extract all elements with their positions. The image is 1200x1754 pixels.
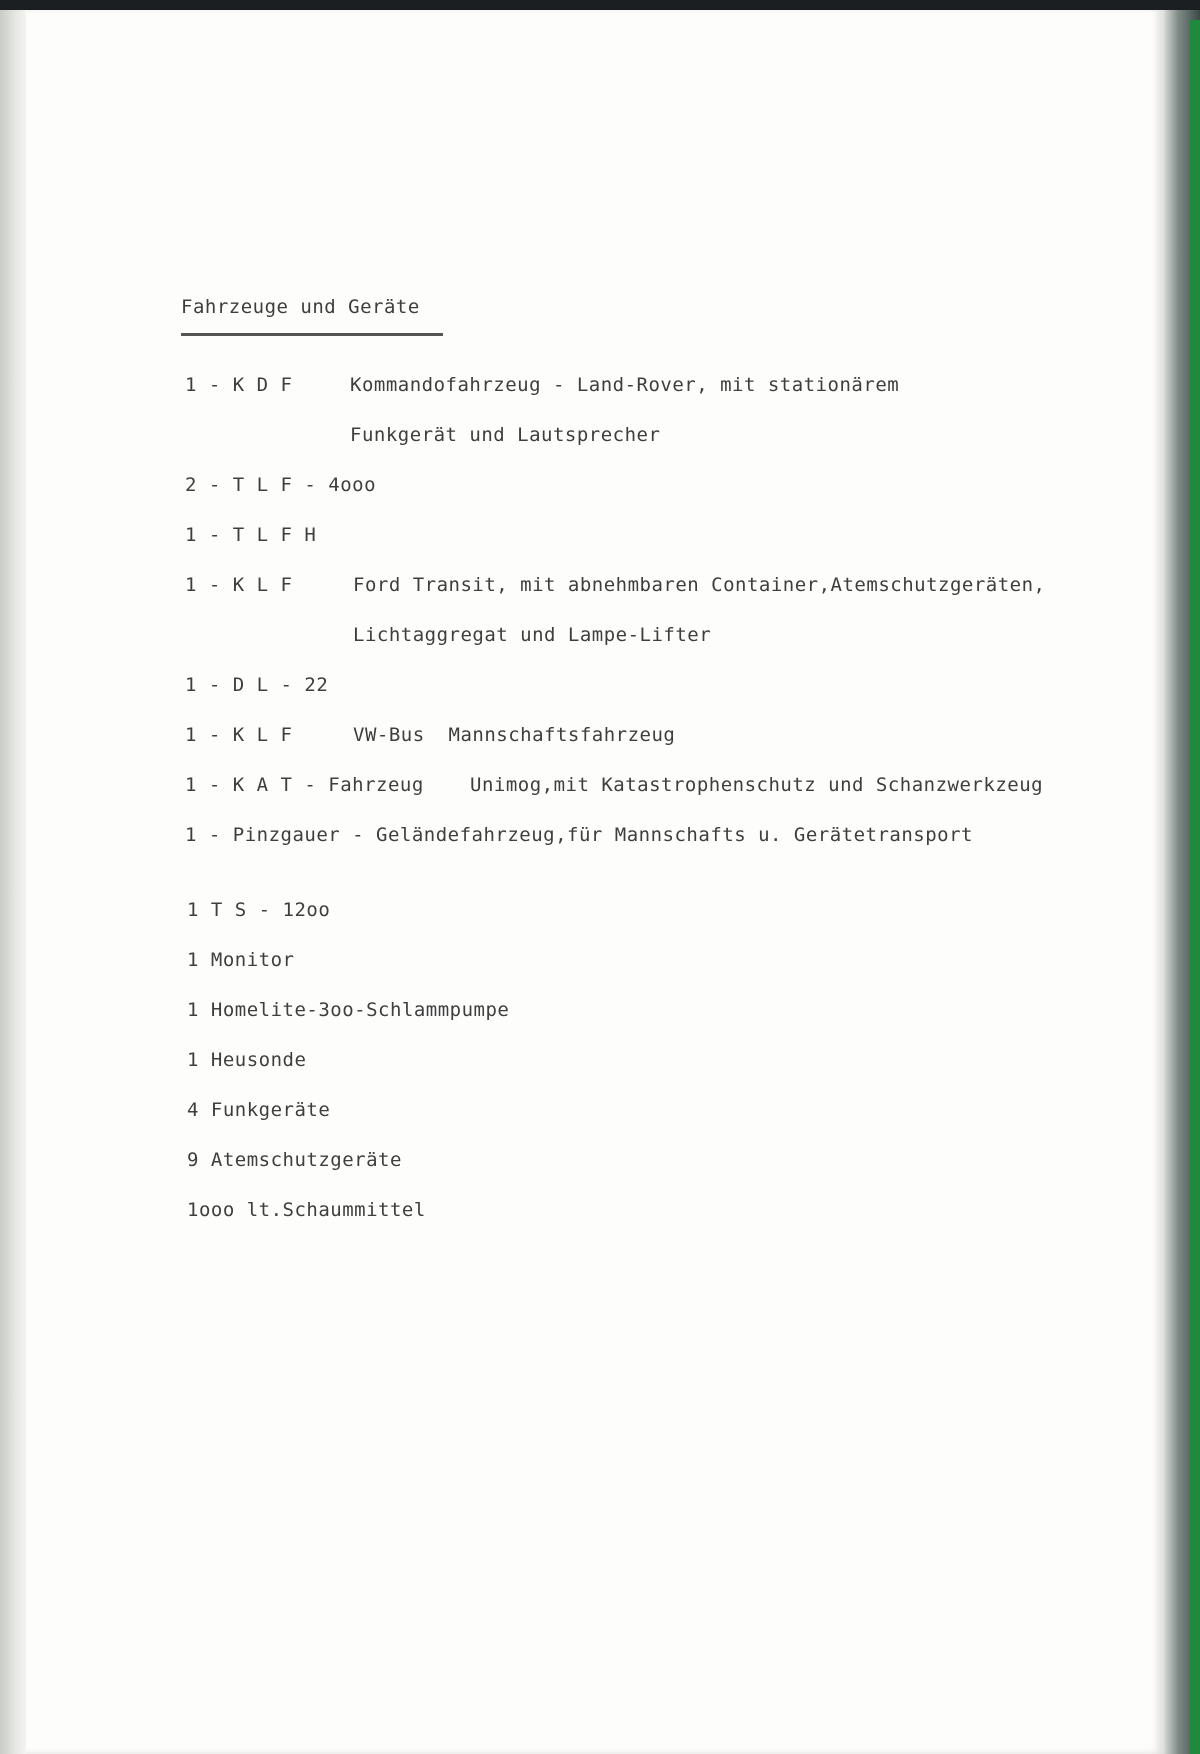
binder-edge — [1190, 20, 1200, 1754]
vehicle-description-continuation: Funkgerät und Lautsprecher — [350, 424, 661, 446]
vehicle-code: 1 - D L - 22 — [185, 674, 329, 696]
scan-top-edge — [0, 0, 1200, 10]
heading-underline — [181, 333, 443, 336]
vehicle-description-continuation: Lichtaggregat und Lampe-Lifter — [353, 624, 712, 646]
document-page — [26, 8, 1164, 1754]
vehicle-code: 1 - K A T - Fahrzeug — [185, 774, 424, 796]
vehicle-description: Ford Transit, mit abnehmbaren Container,Atemschutzgeräten, — [353, 574, 1046, 596]
vehicle-code: 1 - Pinzgauer - Geländefahrzeug,für Mannschafts u. Gerätetransport — [185, 824, 973, 846]
equipment-item: 1 T S - 12oo — [187, 899, 331, 921]
vehicle-code: 2 - T L F - 4ooo — [185, 474, 377, 496]
vehicle-code: 1 - K L F — [185, 724, 293, 746]
vehicle-description: Unimog,mit Katastrophenschutz und Schanzwerkzeug — [470, 774, 1044, 796]
vehicle-code: 1 - K L F — [185, 574, 293, 596]
vehicle-description: Kommandofahrzeug - Land-Rover, mit stationärem — [350, 374, 900, 396]
equipment-item: 1ooo lt.Schaummittel — [187, 1199, 426, 1221]
equipment-item: 1 Heusonde — [187, 1049, 307, 1071]
equipment-item: 9 Atemschutzgeräte — [187, 1149, 402, 1171]
vehicle-code: 1 - T L F H — [185, 524, 317, 546]
equipment-item: 1 Monitor — [187, 949, 295, 971]
equipment-item: 1 Homelite-3oo-Schlammpumpe — [187, 999, 510, 1021]
section-heading: Fahrzeuge und Geräte — [181, 296, 420, 318]
vehicle-description: VW-Bus Mannschaftsfahrzeug — [353, 724, 676, 746]
vehicle-code: 1 - K D F — [185, 374, 293, 396]
scan-left-edge — [0, 0, 26, 1754]
equipment-item: 4 Funkgeräte — [187, 1099, 331, 1121]
